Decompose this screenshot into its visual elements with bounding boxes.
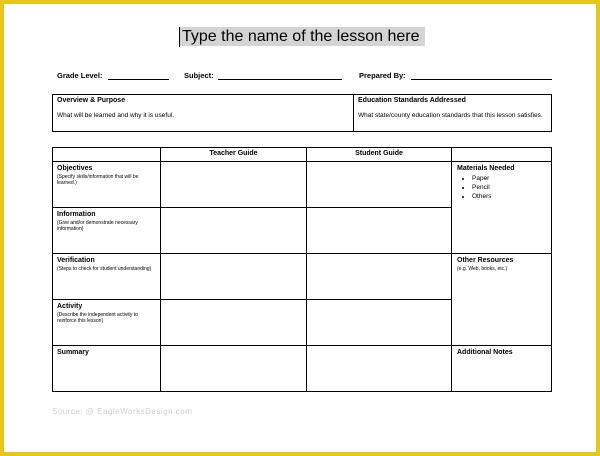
- resources-heading: Other Resources: [457, 257, 514, 264]
- overview-heading: Overview & Purpose: [57, 97, 126, 104]
- student-cell[interactable]: [306, 253, 452, 300]
- student-cell[interactable]: [306, 345, 452, 392]
- row-heading: Objectives: [57, 165, 93, 172]
- row-note: (Specify skills/information that will be learned.): [57, 174, 139, 186]
- standards-heading: Education Standards Addressed: [358, 97, 466, 104]
- student-cell[interactable]: [306, 299, 452, 346]
- student-cell[interactable]: [306, 207, 452, 254]
- overview-text: What will be learned and why it is useful.: [57, 112, 175, 119]
- row-note: (Give and/or demonstrate necessary information): [57, 220, 138, 232]
- materials-heading: Materials Needed: [457, 165, 515, 172]
- row-note: (Steps to check for student understanding): [57, 266, 152, 272]
- side-header-cell: [451, 147, 552, 162]
- watermark: Source: @ EagleWorksDesign.com: [52, 407, 193, 416]
- lesson-title[interactable]: Type the name of the lesson here: [180, 27, 425, 46]
- resources-note: (e.g. Web, books, etc.): [457, 266, 508, 272]
- list-item: • Others: [472, 192, 492, 201]
- teacher-cell[interactable]: [160, 345, 307, 392]
- list-item: • Pencil: [472, 183, 492, 192]
- standards-text: What state/county education standards that this lesson satisfies.: [358, 112, 543, 119]
- student-cell[interactable]: [306, 161, 452, 208]
- row-heading: Information: [57, 211, 96, 218]
- student-guide-label: Student Guide: [355, 150, 403, 157]
- teacher-cell[interactable]: [160, 207, 307, 254]
- grade-level-field[interactable]: [108, 79, 169, 80]
- row-heading: Activity: [57, 303, 83, 310]
- teacher-cell[interactable]: [160, 161, 307, 208]
- teacher-cell[interactable]: [160, 253, 307, 300]
- teacher-guide-label: Teacher Guide: [209, 150, 258, 157]
- row-heading: Verification: [57, 257, 95, 264]
- prepared-by-field[interactable]: [411, 79, 552, 80]
- subject-label: Subject:: [184, 71, 214, 80]
- materials-list: [458, 174, 492, 201]
- row-note: (Describe the independent activity to reinforce this lesson): [57, 312, 138, 324]
- teacher-cell[interactable]: [160, 299, 307, 346]
- grade-level-label: Grade Level:: [57, 71, 103, 80]
- prepared-by-label: Prepared By:: [359, 71, 406, 80]
- table-corner-cell: [52, 147, 161, 162]
- subject-field[interactable]: [218, 79, 342, 80]
- list-item: • Paper: [472, 174, 492, 183]
- row-heading: Summary: [57, 349, 89, 356]
- notes-heading: Additional Notes: [457, 349, 513, 356]
